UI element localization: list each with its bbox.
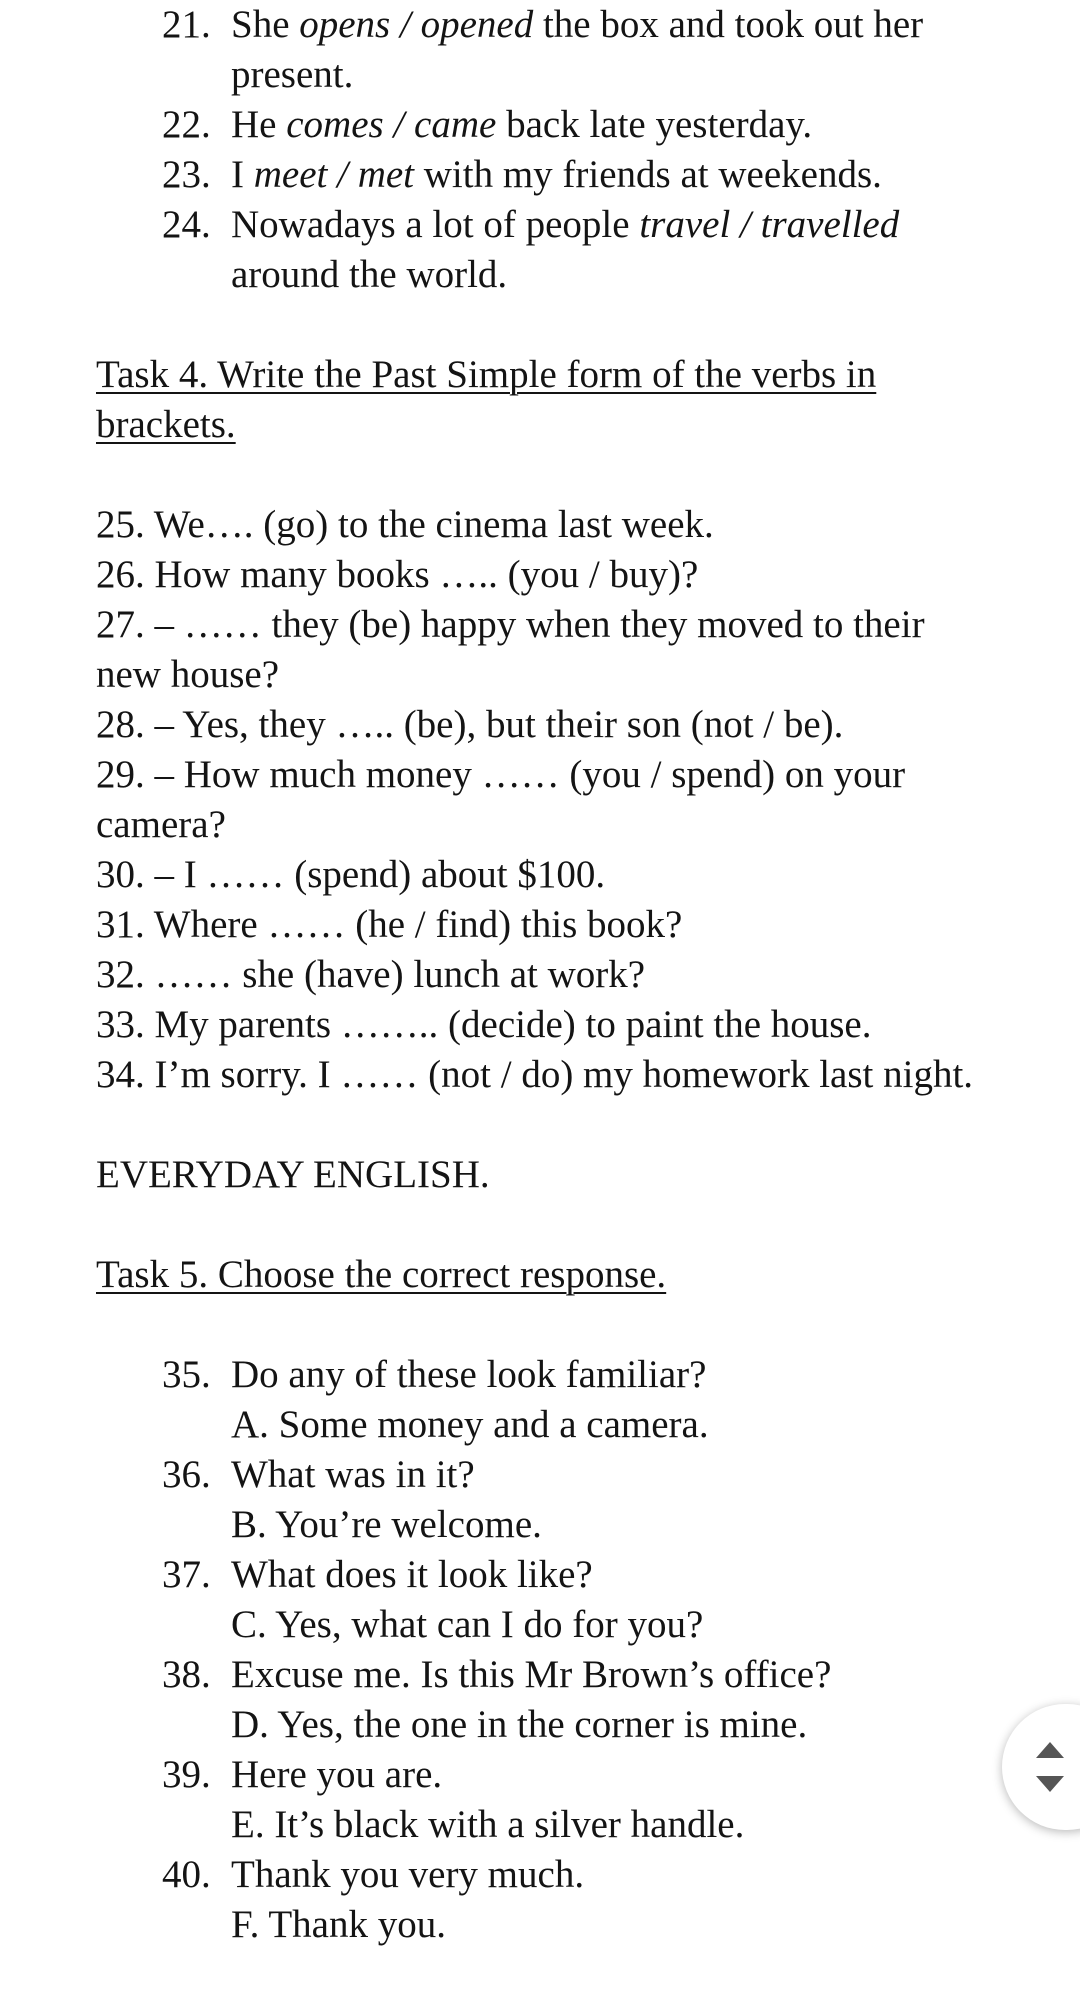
item-number: 22. bbox=[162, 103, 211, 146]
item-choice: opens / opened bbox=[299, 3, 534, 46]
item-answer: C. Yes, what can I do for you? bbox=[231, 1603, 704, 1646]
item-text: around the world. bbox=[231, 253, 508, 296]
item-question: Do any of these look familiar? bbox=[231, 1353, 707, 1396]
task4-line: 30. – I …… (spend) about $100. bbox=[96, 853, 606, 896]
item-number: 40. bbox=[162, 1853, 211, 1896]
item-number: 23. bbox=[162, 153, 211, 196]
item-number: 21. bbox=[162, 3, 211, 46]
item-question: What was in it? bbox=[231, 1453, 475, 1496]
response-item bbox=[0, 1750, 1080, 1850]
item-number: 35. bbox=[162, 1353, 211, 1396]
task4-line: 32. …… she (have) lunch at work? bbox=[96, 953, 646, 996]
task4-line: 25. We…. (go) to the cinema last week. bbox=[96, 503, 714, 546]
response-item bbox=[0, 1650, 1080, 1750]
response-item bbox=[0, 1450, 1080, 1550]
response-item bbox=[0, 1550, 1080, 1650]
item-answer: E. It’s black with a silver handle. bbox=[231, 1803, 745, 1846]
exercise-item bbox=[0, 0, 1080, 100]
task4-line: 28. – Yes, they ….. (be), but their son (not / be). bbox=[96, 703, 844, 746]
task4-line: 27. – …… they (be) happy when they moved to their new house? bbox=[96, 603, 925, 696]
exercise-item bbox=[0, 200, 1080, 300]
item-text: back late yesterday. bbox=[496, 103, 813, 146]
item-text: I bbox=[231, 153, 254, 196]
task4-line: 34. I’m sorry. I …… (not / do) my homework last night. bbox=[96, 1053, 974, 1096]
item-number: 36. bbox=[162, 1453, 211, 1496]
item-choice: travel / travelled bbox=[639, 203, 900, 246]
item-answer: F. Thank you. bbox=[231, 1903, 446, 1946]
section-title: EVERYDAY ENGLISH. bbox=[96, 1153, 490, 1196]
item-number: 24. bbox=[162, 203, 211, 246]
item-text: with my friends at weekends. bbox=[414, 153, 882, 196]
task4-line: 31. Where …… (he / find) this book? bbox=[96, 903, 683, 946]
task4-list bbox=[0, 500, 1080, 1100]
chevron-down-icon[interactable] bbox=[1036, 1776, 1064, 1792]
item-number: 39. bbox=[162, 1753, 211, 1796]
item-question: Excuse me. Is this Mr Brown’s office? bbox=[231, 1653, 832, 1696]
item-text: the box and took out her present. bbox=[231, 3, 924, 96]
exercise-item bbox=[0, 150, 1080, 200]
exercise-list-top bbox=[0, 0, 1080, 300]
item-answer: B. You’re welcome. bbox=[231, 1503, 542, 1546]
item-number: 38. bbox=[162, 1653, 211, 1696]
item-answer: D. Yes, the one in the corner is mine. bbox=[231, 1703, 808, 1746]
task4-line: 29. – How much money …… (you / spend) on your camera? bbox=[96, 753, 906, 846]
item-choice: comes / came bbox=[286, 103, 497, 146]
item-choice: meet / met bbox=[253, 153, 415, 196]
item-text: Nowadays a lot of people bbox=[231, 203, 640, 246]
item-question: Thank you very much. bbox=[231, 1853, 585, 1896]
item-question: What does it look like? bbox=[231, 1553, 593, 1596]
task4-line: 26. How many books ….. (you / buy)? bbox=[96, 553, 699, 596]
item-question: Here you are. bbox=[231, 1753, 443, 1796]
exercise-item bbox=[0, 100, 1080, 150]
task4-heading: Task 4. Write the Past Simple form of the verbs in brackets. bbox=[96, 353, 877, 446]
item-text: He bbox=[231, 103, 287, 146]
task4-line: 33. My parents …….. (decide) to paint the house. bbox=[96, 1003, 872, 1046]
task5-heading: Task 5. Choose the correct response. bbox=[96, 1253, 667, 1296]
item-answer: A. Some money and a camera. bbox=[231, 1403, 709, 1446]
item-number: 37. bbox=[162, 1553, 211, 1596]
task5-list bbox=[0, 1350, 1080, 1950]
chevron-up-icon[interactable] bbox=[1036, 1742, 1064, 1758]
item-text: She bbox=[231, 3, 300, 46]
response-item bbox=[0, 1850, 1080, 1950]
response-item bbox=[0, 1350, 1080, 1450]
